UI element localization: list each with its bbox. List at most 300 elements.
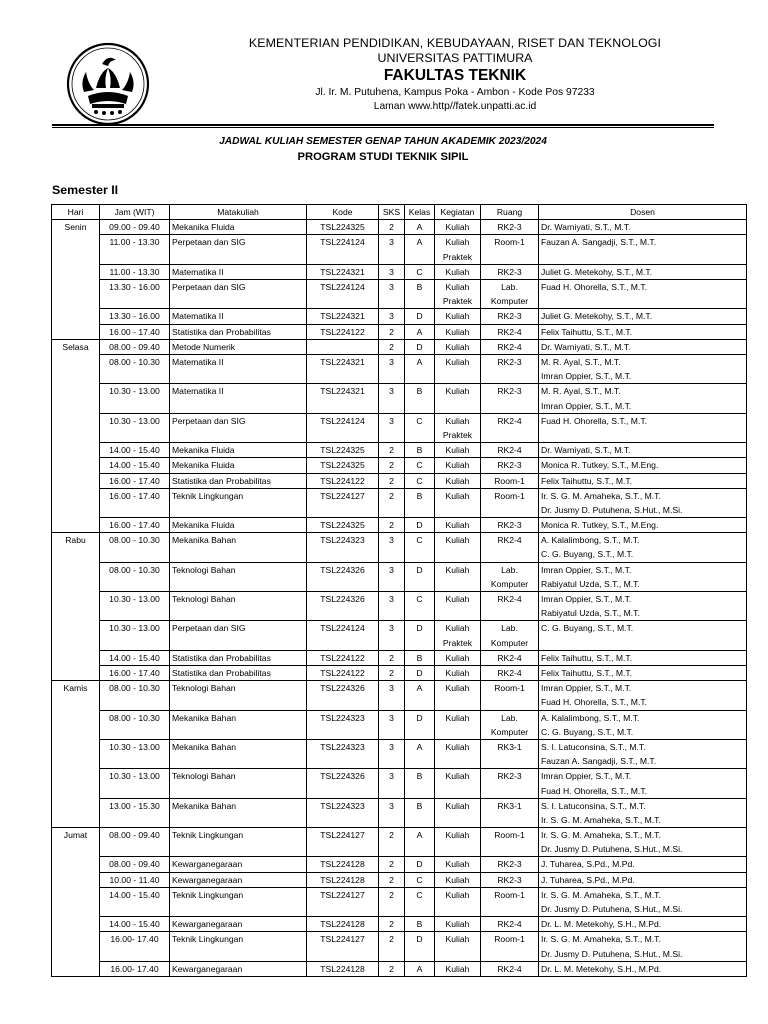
credits-cell: 2 bbox=[379, 961, 405, 976]
class-cell: C bbox=[405, 473, 435, 488]
table-row bbox=[52, 443, 747, 458]
room-cell-line: RK2-3 bbox=[497, 222, 522, 233]
room-cell bbox=[481, 473, 539, 488]
room-cell-line: Lab. bbox=[501, 281, 518, 292]
credits-cell: 3 bbox=[379, 309, 405, 324]
activity-cell bbox=[435, 324, 481, 339]
class-cell: D bbox=[405, 932, 435, 961]
code-cell: TSL224325 bbox=[307, 220, 379, 235]
lecturer-cell bbox=[539, 473, 747, 488]
time-cell: 11.00 - 13.30 bbox=[100, 264, 170, 279]
course-cell: Mekanika Fluida bbox=[170, 458, 307, 473]
room-cell-line: Room-1 bbox=[494, 830, 525, 841]
activity-cell bbox=[435, 665, 481, 680]
lecturer-cell-line: Fuad H. Ohorella, S.T., M.T. bbox=[541, 785, 648, 796]
course-cell: Kewarganegaraan bbox=[170, 917, 307, 932]
code-cell: TSL224122 bbox=[307, 650, 379, 665]
room-cell-line: RK2-3 bbox=[497, 356, 522, 367]
lecturer-cell bbox=[539, 739, 747, 768]
lecturer-cell bbox=[539, 681, 747, 710]
col-header-hari: Hari bbox=[52, 205, 100, 220]
lecturer-cell-line: Imran Oppier, S.T., M.T. bbox=[541, 771, 632, 782]
activity-cell-line: Kuliah bbox=[445, 889, 470, 900]
table-row bbox=[52, 384, 747, 413]
credits-cell: 2 bbox=[379, 650, 405, 665]
credits-cell: 2 bbox=[379, 828, 405, 857]
room-cell bbox=[481, 458, 539, 473]
code-cell: TSL224124 bbox=[307, 235, 379, 264]
room-cell-line: Lab. bbox=[501, 564, 518, 575]
lecturer-cell-line: J. Tuharea, S.Pd., M.Pd. bbox=[541, 874, 635, 885]
class-cell: A bbox=[405, 828, 435, 857]
room-cell-line: RK2-3 bbox=[497, 460, 522, 471]
lecturer-cell-line: Imran Oppier, S.T., M.T. bbox=[541, 400, 632, 411]
lecturer-cell-line: Dr. Warniyati, S.T., M.T. bbox=[541, 445, 631, 456]
lecturer-cell bbox=[539, 961, 747, 976]
code-cell: TSL224326 bbox=[307, 592, 379, 621]
class-cell: D bbox=[405, 621, 435, 650]
class-cell: B bbox=[405, 650, 435, 665]
course-cell: Statistika dan Probabilitas bbox=[170, 665, 307, 680]
room-cell bbox=[481, 621, 539, 650]
room-cell-line: RK2-4 bbox=[497, 535, 522, 546]
time-cell: 09.00 - 09.40 bbox=[100, 220, 170, 235]
table-row bbox=[52, 710, 747, 739]
lecturer-cell-line: Dr. L. M. Metekohy, S.H., M.Pd. bbox=[541, 919, 662, 930]
activity-cell-line: Kuliah bbox=[445, 874, 470, 885]
credits-cell: 2 bbox=[379, 324, 405, 339]
lecturer-cell-line: C. G. Buyang, S.T., M.T. bbox=[541, 549, 634, 560]
room-cell-line: Komputer bbox=[490, 726, 529, 737]
time-cell: 16.00 - 17.40 bbox=[100, 518, 170, 533]
lecturer-cell-line: Fuad H. Ohorella, S.T., M.T. bbox=[541, 697, 648, 708]
room-cell-line: RK2-3 bbox=[497, 520, 522, 531]
credits-cell: 3 bbox=[379, 621, 405, 650]
credits-cell: 2 bbox=[379, 488, 405, 517]
activity-cell bbox=[435, 354, 481, 383]
room-cell-line: Komputer bbox=[490, 637, 529, 648]
table-row bbox=[52, 473, 747, 488]
code-cell: TSL224124 bbox=[307, 279, 379, 308]
lecturer-cell-line: Fauzan A. Sangadji, S.T., M.T. bbox=[541, 237, 657, 248]
class-cell: C bbox=[405, 458, 435, 473]
code-cell bbox=[307, 339, 379, 354]
lecturer-cell-line: Fauzan A. Sangadji, S.T., M.T. bbox=[541, 756, 657, 767]
course-cell: Mekanika Bahan bbox=[170, 798, 307, 827]
code-cell: TSL224127 bbox=[307, 488, 379, 517]
room-cell-line: RK2-4 bbox=[497, 919, 522, 930]
lecturer-cell bbox=[539, 887, 747, 916]
activity-cell-line: Kuliah bbox=[445, 771, 470, 782]
lecturer-cell bbox=[539, 264, 747, 279]
class-cell: B bbox=[405, 798, 435, 827]
code-cell: TSL224321 bbox=[307, 309, 379, 324]
room-cell bbox=[481, 932, 539, 961]
table-row bbox=[52, 339, 747, 354]
class-cell: C bbox=[405, 264, 435, 279]
activity-cell-line: Kuliah bbox=[445, 415, 470, 426]
room-cell bbox=[481, 828, 539, 857]
code-cell: TSL224323 bbox=[307, 798, 379, 827]
credits-cell: 2 bbox=[379, 665, 405, 680]
room-cell bbox=[481, 857, 539, 872]
activity-cell bbox=[435, 533, 481, 562]
lecturer-cell-line: M. R. Ayal, S.T., M.T. bbox=[541, 356, 621, 367]
address: Jl. Ir. M. Putuhena, Kampus Poka - Ambon - Kode Pos 97233 bbox=[315, 87, 595, 98]
code-cell: TSL224124 bbox=[307, 413, 379, 442]
table-row bbox=[52, 681, 747, 710]
room-cell bbox=[481, 681, 539, 710]
activity-cell-line: Kuliah bbox=[445, 623, 470, 634]
code-cell: TSL224128 bbox=[307, 857, 379, 872]
activity-cell-line: Kuliah bbox=[445, 237, 470, 248]
room-cell bbox=[481, 220, 539, 235]
activity-cell bbox=[435, 828, 481, 857]
course-cell: Mekanika Bahan bbox=[170, 739, 307, 768]
table-row bbox=[52, 562, 747, 591]
activity-cell-line: Kuliah bbox=[445, 712, 470, 723]
table-row bbox=[52, 872, 747, 887]
course-cell: Teknologi Bahan bbox=[170, 769, 307, 798]
activity-cell-line: Kuliah bbox=[445, 356, 470, 367]
room-cell-line: Komputer bbox=[490, 296, 529, 307]
day-cell: Rabu bbox=[52, 533, 100, 681]
lecturer-cell bbox=[539, 828, 747, 857]
time-cell: 14.00 - 15.40 bbox=[100, 917, 170, 932]
document-title: JADWAL KULIAH SEMESTER GENAP TAHUN AKADEMIK 2023/2024 bbox=[219, 136, 547, 147]
col-header-kegiatan: Kegiatan bbox=[435, 205, 481, 220]
activity-cell bbox=[435, 488, 481, 517]
code-cell: TSL224326 bbox=[307, 769, 379, 798]
activity-cell bbox=[435, 961, 481, 976]
lecturer-cell-line: Ir. S. G. M. Amaheka, S.T., M.T. bbox=[541, 934, 661, 945]
room-cell bbox=[481, 872, 539, 887]
activity-cell-line: Kuliah bbox=[445, 460, 470, 471]
activity-cell bbox=[435, 220, 481, 235]
day-cell: Jumat bbox=[52, 828, 100, 977]
lecturer-cell bbox=[539, 665, 747, 680]
activity-cell-line: Kuliah bbox=[445, 445, 470, 456]
room-cell bbox=[481, 413, 539, 442]
website: Laman www.http//fatek.unpatti.ac.id bbox=[373, 101, 537, 112]
col-header-kelas: Kelas bbox=[405, 205, 435, 220]
class-cell: A bbox=[405, 961, 435, 976]
lecturer-cell bbox=[539, 857, 747, 872]
room-cell bbox=[481, 443, 539, 458]
code-cell: TSL224128 bbox=[307, 917, 379, 932]
table-row bbox=[52, 739, 747, 768]
university-logo bbox=[66, 42, 150, 126]
class-cell: D bbox=[405, 710, 435, 739]
course-cell: Mekanika Bahan bbox=[170, 710, 307, 739]
class-cell: B bbox=[405, 279, 435, 308]
activity-cell-line: Kuliah bbox=[445, 266, 470, 277]
activity-cell-line: Kuliah bbox=[445, 564, 470, 575]
time-cell: 16.00 - 17.40 bbox=[100, 665, 170, 680]
course-cell: Kewarganegaraan bbox=[170, 961, 307, 976]
credits-cell: 2 bbox=[379, 917, 405, 932]
lecturer-cell bbox=[539, 384, 747, 413]
lecturer-cell bbox=[539, 279, 747, 308]
activity-cell-line: Kuliah bbox=[445, 475, 470, 486]
class-cell: D bbox=[405, 518, 435, 533]
time-cell: 10.30 - 13.00 bbox=[100, 769, 170, 798]
room-cell-line: Room-1 bbox=[494, 934, 525, 945]
time-cell: 11.00 - 13.30 bbox=[100, 235, 170, 264]
table-row bbox=[52, 917, 747, 932]
room-cell-line: Lab. bbox=[501, 623, 518, 634]
table-row bbox=[52, 650, 747, 665]
lecturer-cell-line: C. G. Buyang, S.T., M.T. bbox=[541, 623, 634, 634]
activity-cell-line: Kuliah bbox=[445, 520, 470, 531]
course-cell: Metode Numerik bbox=[170, 339, 307, 354]
room-cell-line: RK3-1 bbox=[497, 800, 522, 811]
class-cell: B bbox=[405, 917, 435, 932]
room-cell bbox=[481, 354, 539, 383]
room-cell bbox=[481, 650, 539, 665]
room-cell bbox=[481, 798, 539, 827]
lecturer-cell bbox=[539, 339, 747, 354]
room-cell-line: RK2-3 bbox=[497, 386, 522, 397]
lecturer-cell-line: Imran Oppier, S.T., M.T. bbox=[541, 683, 632, 694]
activity-cell bbox=[435, 562, 481, 591]
class-cell: C bbox=[405, 413, 435, 442]
time-cell: 13.30 - 16.00 bbox=[100, 309, 170, 324]
code-cell: TSL224326 bbox=[307, 681, 379, 710]
course-cell: Kewarganegaraan bbox=[170, 872, 307, 887]
time-cell: 16.00 - 17.40 bbox=[100, 324, 170, 339]
class-cell: B bbox=[405, 443, 435, 458]
time-cell: 08.00 - 10.30 bbox=[100, 710, 170, 739]
room-cell-line: Room-1 bbox=[494, 237, 525, 248]
lecturer-cell bbox=[539, 932, 747, 961]
room-cell-line: Room-1 bbox=[494, 889, 525, 900]
credits-cell: 3 bbox=[379, 710, 405, 739]
lecturer-cell-line: A. Kalalimbong, S.T., M.T. bbox=[541, 535, 640, 546]
lecturer-cell-line: Dr. Warniyati, S.T., M.T. bbox=[541, 341, 631, 352]
credits-cell: 2 bbox=[379, 887, 405, 916]
lecturer-cell bbox=[539, 710, 747, 739]
course-cell: Kewarganegaraan bbox=[170, 857, 307, 872]
lecturer-cell-line: Dr. Warniyati, S.T., M.T. bbox=[541, 222, 631, 233]
activity-cell-line: Kuliah bbox=[445, 830, 470, 841]
lecturer-cell bbox=[539, 798, 747, 827]
room-cell bbox=[481, 887, 539, 916]
activity-cell bbox=[435, 279, 481, 308]
credits-cell: 3 bbox=[379, 354, 405, 383]
time-cell: 08.00 - 09.40 bbox=[100, 857, 170, 872]
table-row bbox=[52, 887, 747, 916]
table-row bbox=[52, 235, 747, 264]
class-cell: D bbox=[405, 665, 435, 680]
col-header-jam: Jam (WIT) bbox=[100, 205, 170, 220]
class-cell: D bbox=[405, 562, 435, 591]
room-cell-line: RK2-4 bbox=[497, 326, 522, 337]
code-cell: TSL224124 bbox=[307, 621, 379, 650]
table-row bbox=[52, 264, 747, 279]
activity-cell bbox=[435, 518, 481, 533]
lecturer-cell-line: Dr. Jusmy D. Putuhena, S.Hut., M.Si. bbox=[541, 844, 683, 855]
room-cell bbox=[481, 961, 539, 976]
table-row bbox=[52, 309, 747, 324]
lecturer-cell-line: Imran Oppier, S.T., M.T. bbox=[541, 564, 632, 575]
activity-cell bbox=[435, 739, 481, 768]
room-cell bbox=[481, 384, 539, 413]
activity-cell-line: Kuliah bbox=[445, 800, 470, 811]
activity-cell bbox=[435, 413, 481, 442]
class-cell: D bbox=[405, 857, 435, 872]
room-cell-line: RK2-3 bbox=[497, 311, 522, 322]
letterhead-divider-thick bbox=[52, 124, 714, 126]
room-cell bbox=[481, 488, 539, 517]
lecturer-cell bbox=[539, 354, 747, 383]
room-cell-line: RK2-4 bbox=[497, 667, 522, 678]
course-cell: Statistika dan Probabilitas bbox=[170, 650, 307, 665]
course-cell: Statistika dan Probabilitas bbox=[170, 473, 307, 488]
activity-cell-line: Kuliah bbox=[445, 594, 470, 605]
table-row bbox=[52, 828, 747, 857]
time-cell: 14.00 - 15.40 bbox=[100, 650, 170, 665]
room-cell-line: RK2-3 bbox=[497, 874, 522, 885]
col-header-sks: SKS bbox=[379, 205, 405, 220]
room-cell bbox=[481, 518, 539, 533]
table-row bbox=[52, 354, 747, 383]
room-cell-line: Room-1 bbox=[494, 490, 525, 501]
room-cell bbox=[481, 235, 539, 264]
credits-cell: 3 bbox=[379, 264, 405, 279]
schedule-table bbox=[51, 204, 747, 977]
room-cell bbox=[481, 592, 539, 621]
credits-cell: 2 bbox=[379, 872, 405, 887]
class-cell: B bbox=[405, 769, 435, 798]
credits-cell: 2 bbox=[379, 443, 405, 458]
lecturer-cell bbox=[539, 488, 747, 517]
credits-cell: 3 bbox=[379, 279, 405, 308]
activity-cell bbox=[435, 917, 481, 932]
credits-cell: 3 bbox=[379, 235, 405, 264]
lecturer-cell-line: M. R. Ayal, S.T., M.T. bbox=[541, 386, 621, 397]
room-cell-line: RK2-4 bbox=[497, 445, 522, 456]
code-cell: TSL224321 bbox=[307, 264, 379, 279]
col-header-dosen: Dosen bbox=[539, 205, 747, 220]
faculty-name: FAKULTAS TEKNIK bbox=[383, 67, 527, 84]
table-row bbox=[52, 961, 747, 976]
code-cell: TSL224127 bbox=[307, 932, 379, 961]
activity-cell-line: Kuliah bbox=[445, 919, 470, 930]
activity-cell-line: Praktek bbox=[442, 637, 473, 648]
table-row bbox=[52, 220, 747, 235]
activity-cell-line: Kuliah bbox=[445, 311, 470, 322]
lecturer-cell-line: Felix Taihuttu, S.T., M.T. bbox=[541, 475, 633, 486]
class-cell: A bbox=[405, 681, 435, 710]
class-cell: C bbox=[405, 872, 435, 887]
ministry-name: KEMENTERIAN PENDIDIKAN, KEBUDAYAAN, RISET DAN TEKNOLOGI bbox=[248, 36, 662, 50]
lecturer-cell-line: Rabiyatul Uzda, S.T., M.T. bbox=[541, 578, 640, 589]
table-row bbox=[52, 665, 747, 680]
table-row bbox=[52, 857, 747, 872]
lecturer-cell-line: Monica R. Tutkey, S.T., M.Eng. bbox=[541, 460, 659, 471]
university-name: UNIVERSITAS PATTIMURA bbox=[377, 51, 533, 65]
lecturer-cell-line: Ir. S. G. M. Amaheka, S.T., M.T. bbox=[541, 889, 661, 900]
class-cell: D bbox=[405, 339, 435, 354]
lecturer-cell bbox=[539, 769, 747, 798]
room-cell bbox=[481, 769, 539, 798]
class-cell: D bbox=[405, 309, 435, 324]
credits-cell: 3 bbox=[379, 413, 405, 442]
table-row bbox=[52, 621, 747, 650]
activity-cell-line: Kuliah bbox=[445, 222, 470, 233]
activity-cell bbox=[435, 710, 481, 739]
lecturer-cell-line: S. I. Latuconsina, S.T., M.T. bbox=[541, 741, 646, 752]
time-cell: 14.00 - 15.40 bbox=[100, 443, 170, 458]
time-cell: 08.00 - 09.40 bbox=[100, 828, 170, 857]
day-cell: Senin bbox=[52, 220, 100, 340]
table-row bbox=[52, 932, 747, 961]
activity-cell bbox=[435, 857, 481, 872]
lecturer-cell-line: S. I. Latuconsina, S.T., M.T. bbox=[541, 800, 646, 811]
room-cell bbox=[481, 710, 539, 739]
activity-cell-line: Kuliah bbox=[445, 326, 470, 337]
time-cell: 10.30 - 13.00 bbox=[100, 739, 170, 768]
room-cell bbox=[481, 739, 539, 768]
class-cell: A bbox=[405, 235, 435, 264]
course-cell: Perpetaan dan SIG bbox=[170, 235, 307, 264]
time-cell: 10.30 - 13.00 bbox=[100, 592, 170, 621]
code-cell: TSL224321 bbox=[307, 384, 379, 413]
time-cell: 16.00- 17.40 bbox=[100, 932, 170, 961]
activity-cell-line: Kuliah bbox=[445, 667, 470, 678]
room-cell-line: Room-1 bbox=[494, 683, 525, 694]
semester-heading: Semester II bbox=[52, 183, 119, 197]
lecturer-cell-line: Imran Oppier, S.T., M.T. bbox=[541, 371, 632, 382]
credits-cell: 2 bbox=[379, 857, 405, 872]
table-row bbox=[52, 324, 747, 339]
code-cell: TSL224323 bbox=[307, 710, 379, 739]
class-cell: C bbox=[405, 887, 435, 916]
activity-cell-line: Kuliah bbox=[445, 683, 470, 694]
lecturer-cell bbox=[539, 621, 747, 650]
code-cell: TSL224321 bbox=[307, 354, 379, 383]
time-cell: 10.30 - 13.00 bbox=[100, 413, 170, 442]
table-row bbox=[52, 488, 747, 517]
room-cell bbox=[481, 279, 539, 308]
code-cell: TSL224128 bbox=[307, 872, 379, 887]
class-cell: A bbox=[405, 354, 435, 383]
activity-cell bbox=[435, 887, 481, 916]
activity-cell bbox=[435, 473, 481, 488]
course-cell: Statistika dan Probabilitas bbox=[170, 324, 307, 339]
course-cell: Mekanika Fluida bbox=[170, 220, 307, 235]
activity-cell bbox=[435, 443, 481, 458]
room-cell bbox=[481, 324, 539, 339]
course-cell: Teknik Lingkungan bbox=[170, 828, 307, 857]
activity-cell bbox=[435, 769, 481, 798]
room-cell-line: RK2-3 bbox=[497, 771, 522, 782]
activity-cell bbox=[435, 384, 481, 413]
activity-cell bbox=[435, 339, 481, 354]
lecturer-cell-line: Rabiyatul Uzda, S.T., M.T. bbox=[541, 608, 640, 619]
table-row bbox=[52, 518, 747, 533]
room-cell bbox=[481, 533, 539, 562]
lecturer-cell bbox=[539, 562, 747, 591]
code-cell: TSL224325 bbox=[307, 518, 379, 533]
room-cell-line: RK3-1 bbox=[497, 741, 522, 752]
lecturer-cell-line: Dr. Jusmy D. Putuhena, S.Hut., M.Si. bbox=[541, 904, 683, 915]
course-cell: Teknik Lingkungan bbox=[170, 932, 307, 961]
schedule-body bbox=[52, 220, 747, 977]
activity-cell-line: Kuliah bbox=[445, 859, 470, 870]
lecturer-cell bbox=[539, 650, 747, 665]
